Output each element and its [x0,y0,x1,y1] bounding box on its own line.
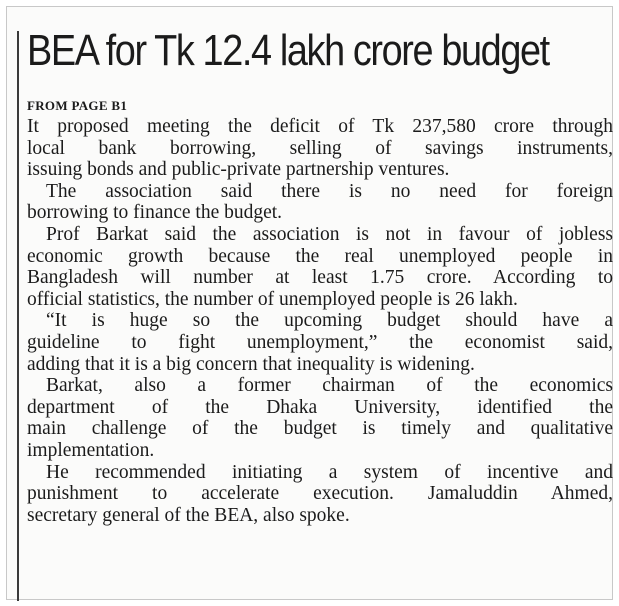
article-line: “It is huge so the upcoming budget should have a [46,310,613,332]
article-line: implementation. [27,439,155,461]
article-paragraph [27,181,613,224]
article-line: main challenge of the budget is timely and qualitative [27,418,613,440]
article-line: adding that it is a big concern that inequality is widening. [27,353,475,375]
headline: BEA for Tk 12.4 lakh crore budget [27,26,549,75]
jump-line: FROM PAGE B1 [27,98,128,113]
article-line: Prof Barkat said the association is not in favour of jobless [46,223,613,245]
article-line: Barkat, also a former chairman of the economics [46,375,613,397]
article-line: borrowing to finance the budget. [27,202,283,224]
article-line: issuing bonds and public-private partnership ventures. [27,159,450,181]
article-line: Bangladesh will number at least 1.75 crore. According to [27,267,613,289]
article-paragraph [27,116,613,181]
column-rule [17,31,19,601]
article-line: economic growth because the real unemployed people in [27,245,613,267]
article-line: local bank borrowing, selling of savings instruments, [27,137,613,159]
article-paragraph [27,462,613,527]
article-line: guideline to fight unemployment,” the economist said, [27,331,613,353]
article-line: punishment to accelerate execution. Jamaluddin Ahmed, [27,483,613,505]
newspaper-clipping [6,6,613,600]
article-line: official statistics, the number of unemployed people is 26 lakh. [27,288,518,310]
article-paragraph [27,224,613,310]
article-line: He recommended initiating a system of incentive and [46,461,613,483]
article-paragraph [27,375,613,461]
article-line: The association said there is no need for foreign [46,180,613,202]
article-line: department of the Dhaka University, identified the [27,396,613,418]
article-line: secretary general of the BEA, also spoke. [27,504,350,526]
article-body [27,116,613,526]
article-line: It proposed meeting the deficit of Tk 237,580 crore through [27,116,613,137]
article-paragraph [27,310,613,375]
